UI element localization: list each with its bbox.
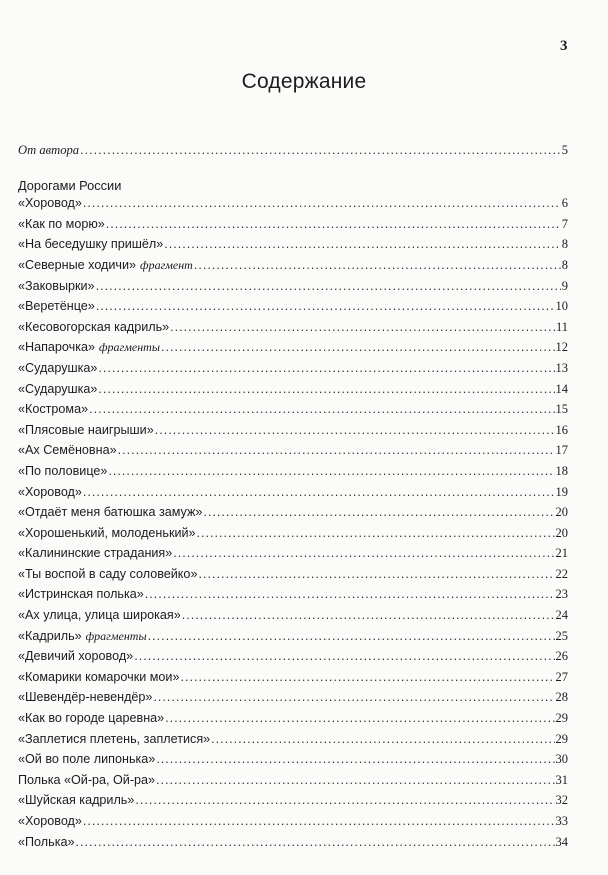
toc-entry-page: 17: [555, 443, 568, 458]
toc-entry-label: «Плясовые наигрыши»: [18, 422, 154, 437]
toc-entry: [18, 814, 568, 835]
leader-dots: [165, 711, 554, 725]
toc-entry-page: 32: [555, 793, 568, 808]
leader-dots: [194, 258, 561, 272]
toc-entry-page: 8: [561, 237, 568, 252]
toc-entry: [18, 526, 568, 547]
toc-entry: [18, 217, 568, 238]
toc-entry-label: «Полька»: [18, 834, 75, 849]
toc-entry-page: 31: [555, 772, 568, 787]
toc-entry-page: 28: [555, 690, 568, 705]
toc-entry-author: [18, 143, 568, 164]
leader-dots: [83, 196, 561, 210]
toc-entry: [18, 835, 568, 856]
toc-entry-label: «Ах улица, улица широкая»: [18, 608, 181, 623]
toc-entry-page: 16: [555, 422, 568, 437]
toc-entry-note: фрагмент: [140, 257, 193, 272]
toc-entry-page: 7: [561, 216, 568, 231]
toc-entry: [18, 196, 568, 217]
toc-entry-label: «Сударушка»: [18, 360, 98, 375]
leader-dots: [76, 835, 555, 849]
toc-entry-page: 14: [555, 381, 568, 396]
leader-dots: [134, 649, 554, 663]
toc-entry-page: 9: [561, 278, 568, 293]
toc-entry-page: 18: [555, 463, 568, 478]
toc-entry-label: «Напарочка»: [18, 340, 96, 355]
toc-entry-label: «Шевендёр-невендёр»: [18, 690, 153, 705]
toc-entry-page: 8: [561, 257, 568, 272]
toc-entry-label: «Хорошенький, молоденький»: [18, 525, 196, 540]
toc-entry-page: 13: [555, 360, 568, 375]
toc-entry: [18, 732, 568, 753]
toc-entry: [18, 505, 568, 526]
toc-entry: [18, 546, 568, 567]
toc-entry-label: «Истринская полька»: [18, 587, 144, 602]
section-title: Дорогами России: [18, 177, 122, 193]
toc-entry: [18, 690, 568, 711]
leader-dots: [135, 793, 554, 807]
toc-entry-page: 29: [555, 731, 568, 746]
leader-dots: [148, 629, 555, 643]
leader-dots: [96, 299, 555, 313]
toc-entry-label: «Заковырки»: [18, 278, 95, 293]
toc-entry: [18, 773, 568, 794]
toc-entry-label: «Сударушка»: [18, 381, 98, 396]
toc-entry-label: «Кадриль»: [18, 628, 82, 643]
toc-entry: [18, 382, 568, 403]
page-number: 3: [560, 38, 568, 54]
leader-dots: [89, 402, 554, 416]
toc-entry: [18, 340, 568, 361]
toc-entry: [18, 279, 568, 300]
toc-entry: [18, 711, 568, 732]
toc-entry: [18, 752, 568, 773]
leader-dots: [173, 546, 554, 560]
toc-entry-page: 10: [555, 299, 568, 314]
toc-entry-page: 30: [555, 752, 568, 767]
leader-dots: [83, 485, 555, 499]
toc-entry-label: «Хоровод»: [18, 196, 82, 211]
toc-entry: [18, 402, 568, 423]
leader-dots: [80, 143, 561, 157]
leader-dots: [197, 526, 555, 540]
toc-entry: [18, 670, 568, 691]
toc-entry-label: «Отдаёт меня батюшка замуж»: [18, 505, 203, 520]
toc-entry: [18, 423, 568, 444]
toc-entry-label: «Хоровод»: [18, 484, 82, 499]
toc-entry-note: фрагменты: [85, 628, 147, 643]
toc-entry-label: «Кесовогорская кадриль»: [18, 319, 170, 334]
toc-entry-page: 19: [555, 484, 568, 499]
toc-entry-page: 21: [555, 546, 568, 561]
toc-entry: [18, 361, 568, 382]
toc-entry-label: «Заплетися плетень, заплетися»: [18, 731, 211, 746]
leader-dots: [164, 237, 561, 251]
toc-entry-page: 34: [555, 834, 568, 849]
leader-dots: [155, 423, 555, 437]
leader-dots: [98, 361, 554, 375]
toc-entry: [18, 258, 568, 279]
toc-entry-page: 23: [555, 587, 568, 602]
leader-dots: [156, 752, 554, 766]
toc-entry-label: «По половице»: [18, 463, 108, 478]
toc-entry: [18, 299, 568, 320]
leader-dots: [180, 670, 554, 684]
toc-entry-page: 27: [555, 669, 568, 684]
toc-entry-label: «Ой во поле липонька»: [18, 752, 156, 767]
toc-entry-label: «Комарики комарочки мои»: [18, 669, 180, 684]
toc-entry-label: «Хоровод»: [18, 814, 82, 828]
toc-entry-page: 11: [555, 319, 568, 334]
toc-entry: [18, 464, 568, 485]
toc-entry-label: «Веретёнце»: [18, 299, 95, 314]
toc-entry-page: 12: [555, 340, 568, 355]
table-of-contents: [18, 143, 568, 855]
toc-entry-page: 20: [555, 505, 568, 520]
leader-dots: [211, 732, 554, 746]
toc-entry: [18, 237, 568, 258]
toc-entry-label: От автора: [18, 143, 80, 157]
toc-entries: [18, 196, 568, 855]
toc-entry: [18, 567, 568, 588]
leader-dots: [198, 567, 554, 581]
toc-entry-label: «Северные ходичи»: [18, 257, 137, 272]
leader-dots: [118, 443, 555, 457]
toc-entry-page: 33: [555, 814, 568, 828]
toc-entry: [18, 649, 568, 670]
toc-entry-label: «Девичий хоровод»: [18, 649, 134, 664]
leader-dots: [106, 217, 561, 231]
leader-dots: [203, 505, 554, 519]
leader-dots: [161, 340, 555, 354]
toc-entry: [18, 629, 568, 650]
leader-dots: [182, 608, 555, 622]
toc-entry-label: «Ах Семёновна»: [18, 443, 117, 458]
toc-entry-label: «Кострома»: [18, 402, 89, 417]
toc-entry-page: 29: [555, 711, 568, 726]
toc-entry-label: «Как во городе царевна»: [18, 711, 165, 726]
toc-entry-label: «На беседушку пришёл»: [18, 237, 164, 252]
toc-entry-page: 24: [555, 608, 568, 623]
toc-entry-page: 22: [555, 566, 568, 581]
toc-entry-page: 25: [555, 628, 568, 643]
toc-entry: [18, 587, 568, 608]
leader-dots: [156, 773, 554, 787]
toc-entry-page: 5: [561, 143, 568, 157]
leader-dots: [145, 587, 555, 601]
leader-dots: [96, 279, 561, 293]
toc-entry-note: фрагменты: [99, 340, 160, 355]
leader-dots: [153, 690, 554, 704]
toc-entry-page: 26: [555, 649, 568, 664]
toc-entry-page: 6: [561, 196, 568, 211]
toc-entry: [18, 485, 568, 506]
leader-dots: [108, 464, 554, 478]
toc-entry-page: 15: [555, 402, 568, 417]
toc-entry-label: «Калининские страдания»: [18, 546, 173, 561]
toc-entry-label: «Как по морю»: [18, 216, 105, 231]
toc-entry-label: «Ты воспой в саду соловейко»: [18, 566, 198, 581]
toc-entry: [18, 443, 568, 464]
leader-dots: [98, 382, 554, 396]
toc-entry-label: Полька «Ой-ра, Ой-ра»: [18, 772, 156, 787]
toc-entry: [18, 793, 568, 814]
toc-entry: [18, 320, 568, 341]
leader-dots: [83, 814, 555, 828]
toc-entry-label: «Шуйская кадриль»: [18, 793, 135, 808]
leader-dots: [170, 320, 555, 334]
toc-entry: [18, 608, 568, 629]
page-title: Содержание: [241, 70, 367, 93]
toc-entry-page: 20: [555, 525, 568, 540]
